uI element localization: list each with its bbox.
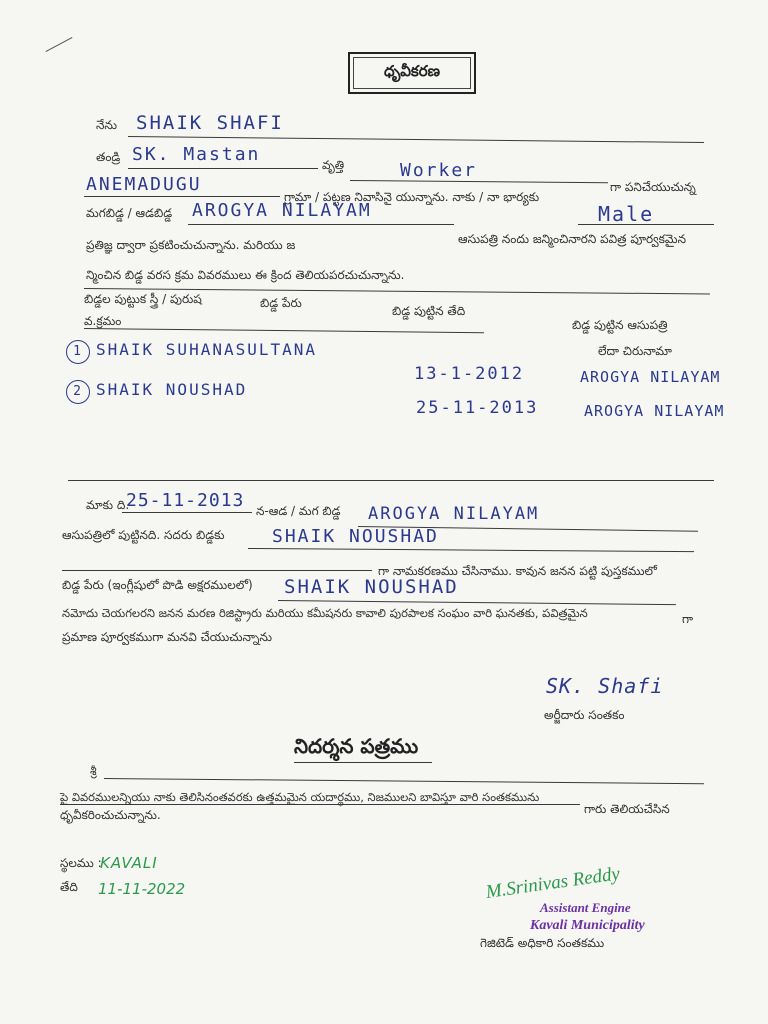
row-serial: 2 <box>66 380 90 404</box>
father-underline <box>128 168 318 169</box>
applicant-signature-label: అర్జీదారు సంతకం <box>544 708 625 722</box>
garu-label: గారు తెలియచేసిన <box>584 802 670 816</box>
row-serial: 1 <box>66 340 90 364</box>
father-name: SK. Mastan <box>132 144 261 165</box>
registrar-line: నమోదు చెయగలరని జనన మరణ రిజిస్ట్రారు మరియు కమీషనరు కావాలి పురపాలక సంఘం వారి ఘనతకు, పవిత్రమైన <box>62 606 588 620</box>
occupation-suffix: గా పనిచేయుచున్న <box>610 180 696 194</box>
occupation-value: Worker <box>400 160 478 181</box>
english-name-label: బిడ్డ పేరు (ఇంగ్లీషులో పొడి అక్షరములలో) <box>62 578 253 592</box>
certificate-line-2: ధృవీకరించుచున్నాను. <box>60 808 161 822</box>
row-child-name: SHAIK SUHANASULTANA <box>96 340 318 359</box>
row-hospital: AROGYA NILAYAM <box>580 368 721 386</box>
row-hospital: AROGYA NILAYAM <box>584 402 725 420</box>
named-label: గా నామకరణము చేసినాము. కావున జనన పట్టి పుస్తకములో <box>378 564 657 578</box>
naming-blank-line <box>62 570 372 571</box>
declaration-line-4: న్మించిన బిడ్డ వరస క్రమ వివరములు ఈ క్రింద తెలియపరచుచున్నాను. <box>86 268 405 282</box>
official-signature: M.Srinivas Reddy <box>484 863 622 903</box>
page-title-text: ధృవీకరణ <box>384 62 440 80</box>
hospital-label: ఆసుపత్రి నందు జన్మించినారని పవిత్ర పూర్వకమైన <box>458 232 687 246</box>
village-underline <box>84 196 280 197</box>
table-row <box>66 380 247 404</box>
village-name: ANEMADUGU <box>86 174 202 195</box>
table-bottom-rule <box>68 480 714 481</box>
date-value: 11-11-2022 <box>98 880 186 898</box>
occupation-underline <box>350 180 608 183</box>
name-label: నేను <box>96 118 118 132</box>
birth-hospital: AROGYA NILAYAM <box>192 200 372 221</box>
heading-underline <box>294 762 432 763</box>
applicant-signature: SK. Shafi <box>546 674 664 698</box>
certificate-line-1: పై వివరములన్నియు నాకు తెలిసినంతవరకు ఉత్తమమైన యదార్థము, నిజములని బావిస్తూ వారి సంతకమును <box>60 790 540 804</box>
col-hospital-header-2: లేదా చిరునామా <box>598 344 672 358</box>
official-signature-label: గెజిటెడ్ అధికారి సంతకము <box>480 936 605 950</box>
official-stamp-line-2: Kavali Municipality <box>530 918 645 933</box>
place-value: KAVALI <box>100 854 158 872</box>
page-title <box>348 52 476 94</box>
date-label: తేది <box>60 880 78 894</box>
gender-underline <box>578 224 714 225</box>
table-header-rule <box>84 328 484 333</box>
corner-pen-mark <box>46 37 73 52</box>
birth-date-value: 25-11-2013 <box>126 490 245 511</box>
oath-line: ప్రమాణ పూర్వకముగా మనవి చేయుచున్నాను <box>62 630 272 644</box>
name-underline <box>128 136 704 143</box>
birth-date-label: మాకు ది. <box>86 498 130 512</box>
section2-child-name: SHAIK NOUSHAD <box>272 526 439 547</box>
table-row <box>66 340 317 364</box>
child-type-label: మగబిడ్డ / ఆడబిడ్డ <box>86 206 173 220</box>
declaration-line-3: ప్రతిజ్ఞ ద్వారా ప్రకటించుచున్నాను. మరియు జ <box>86 238 296 252</box>
english-name-underline <box>278 600 676 605</box>
hospital-underline <box>188 224 454 225</box>
father-label: తండ్రి <box>96 150 121 164</box>
row-birth-date: 25-11-2013 <box>416 398 539 418</box>
declarant-name: SHAIK SHAFI <box>136 112 284 134</box>
official-stamp-line-1: Assistant Engine <box>540 900 631 915</box>
village-label: గ్రామా / పట్టణ నివాసినై యున్నాను. నాకు / నా భార్యకు <box>284 190 540 204</box>
english-name-value: SHAIK NOUSHAD <box>284 576 459 598</box>
place-label: స్థలము : <box>60 856 102 870</box>
section2-hospital: AROGYA NILAYAM <box>368 504 540 524</box>
child-name-underline <box>248 548 694 552</box>
col-hospital-header-1: బిడ్డ పుట్టిన ఆసుపత్రి <box>572 318 668 332</box>
birth-date-underline <box>122 512 252 513</box>
col-gender-header: బిడ్డల పుట్టుక స్త్రీ / పురుష <box>84 292 202 306</box>
row-birth-date: 13-1-2012 <box>414 364 525 384</box>
col-child-name-header: బిడ్డ పేరు <box>260 296 302 310</box>
certificate-heading: నిదర్శన పత్రము <box>294 734 419 758</box>
ga-label: గా <box>682 612 694 626</box>
child-gender: Male <box>598 202 655 226</box>
occupation-label: వృత్తి <box>322 158 345 172</box>
sri-label: శ్రీ <box>90 764 97 778</box>
col-birth-date-header: బిడ్డ పుట్టిన తేది <box>392 304 466 318</box>
child-type-label-2: న-ఆడ / మగ బిడ్డ <box>256 504 341 518</box>
row-child-name: SHAIK NOUSHAD <box>96 380 248 399</box>
col-serial-header: వ.క్రమం <box>84 314 122 328</box>
sri-blank-line <box>104 778 704 784</box>
born-label: ఆసుపత్రిలో పుట్టినది. సదరు బిడ్డకు <box>62 528 225 542</box>
